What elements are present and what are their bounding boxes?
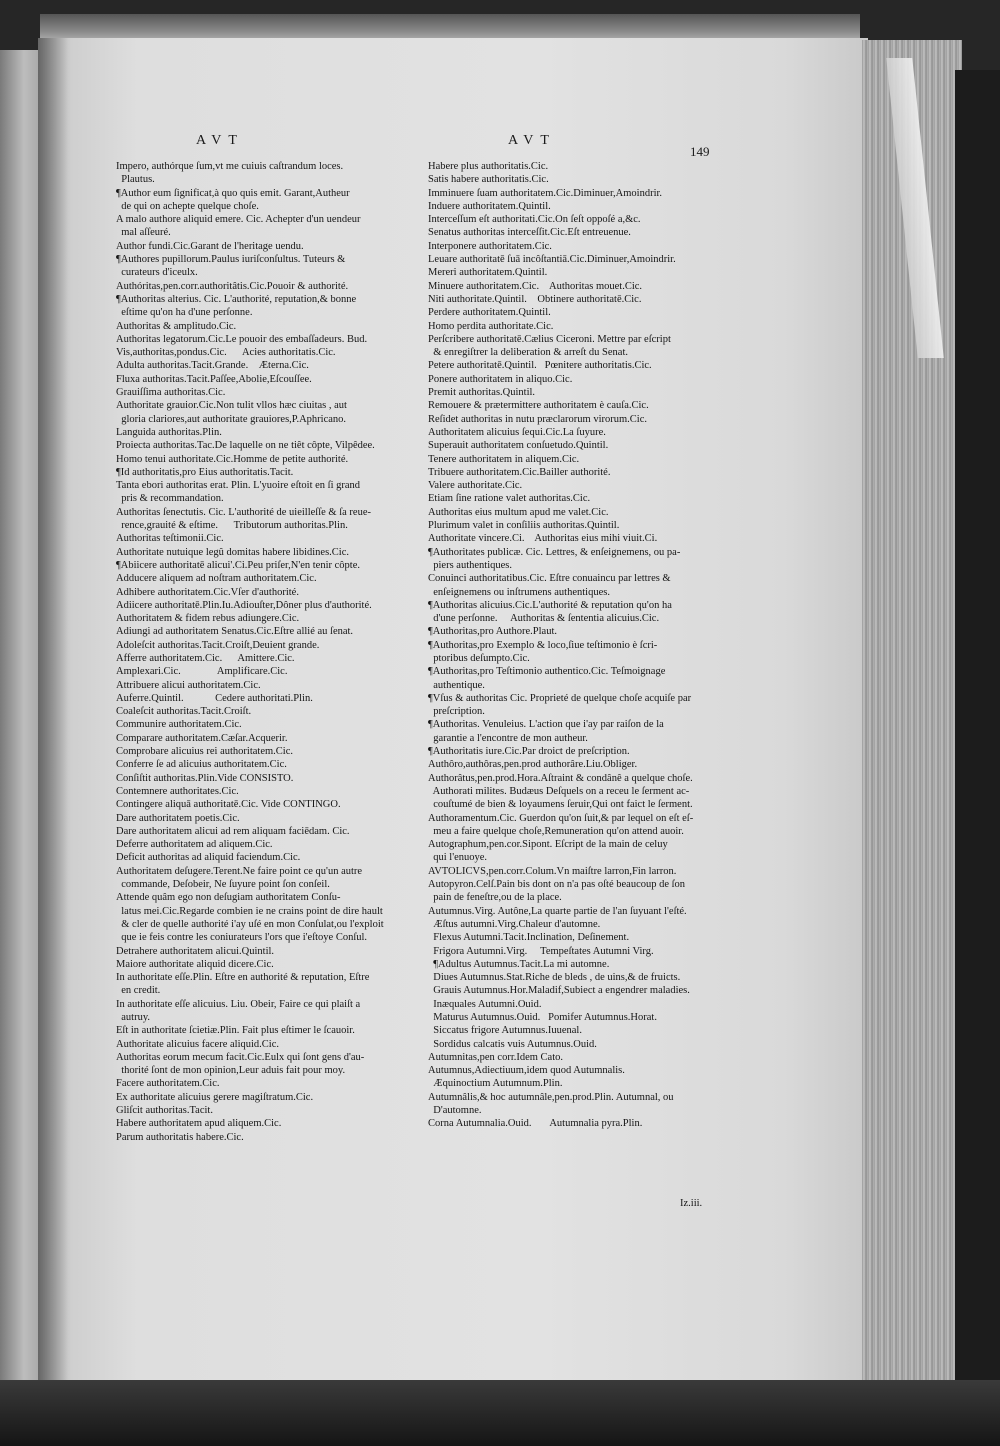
dictionary-entry-line: Attende quâm ego non deſugiam authoritatem Conſu- — [116, 892, 341, 904]
dictionary-entry-line: Gliſcit authoritas.Tacit. — [116, 1105, 213, 1117]
dictionary-entry-line: Authorati milites. Budæus Deſquels on a receu le ſerment ac- — [428, 785, 690, 797]
dictionary-entry-line: ¶Adultus Autumnus.Tacit.La mi automne. — [428, 958, 610, 970]
dictionary-entry-line: Minuere authoritatem.Cic. Authoritas mouet.Cic. — [428, 280, 643, 292]
dictionary-entry-line: ptoribus deſumpto.Cic. — [428, 652, 530, 664]
dictionary-entry-line: de qui on achepte quelque choſe. — [116, 200, 259, 212]
dictionary-entry-line: ¶Vſus & authoritas Cic. Proprieté de quelque choſe acquiſe par — [428, 692, 692, 704]
dictionary-entry-line: In authoritate eſſe alicuius. Liu. Obeir, Faire ce qui plaiſt a — [116, 998, 361, 1010]
dictionary-entry-line: enſeignemens ou inſtrumens authentiques. — [428, 586, 610, 598]
dictionary-entry-line: Languida authoritas.Plin. — [116, 426, 222, 438]
dictionary-entry-line: Habere authoritatem apud aliquem.Cic. — [116, 1118, 282, 1130]
dictionary-entry-line: mal aſſeuré. — [116, 227, 171, 239]
dictionary-entry-line: Inæquales Autumni.Ouid. — [428, 998, 542, 1010]
dictionary-entry-line: Dare authoritatem alicui ad rem aliquam faciēdam. Cic. — [116, 825, 350, 837]
dictionary-entry-line: In authoritate eſſe.Plin. Eſtre en authorité & reputation, Eſtre — [116, 972, 370, 984]
dictionary-entry-line: que ie feis contre les coniurateurs l'ors que i'eſtoye Conſul. — [116, 932, 368, 944]
dictionary-entry-line: Comparare authoritatem.Cæſar.Acquerir. — [116, 732, 288, 744]
dictionary-entry-line: eſtime qu'on ha d'une perſonne. — [116, 307, 253, 319]
dictionary-entry-line: Autumnus.Virg. Autône,La quarte partie de l'an ſuyuant l'eſté. — [428, 905, 687, 917]
dictionary-entry-line: Petere authoritatē.Quintil. Pœnitere authoritatis.Cic. — [428, 360, 652, 372]
dictionary-entry-line: Conſiſtit authoritas.Plin.Vide CONSISTO. — [116, 772, 294, 784]
dictionary-entry-line: ¶Abiicere authoritatē alicui'.Ci.Peu priſer,N'en tenir côpte. — [116, 559, 360, 571]
dictionary-entry-line: Homo perdita authoritate.Cic. — [428, 320, 554, 332]
dictionary-entry-line: Authoritate nutuique legû domitas habere libidines.Cic. — [116, 546, 349, 558]
dictionary-entry-line: Ex authoritate alicuius gerere magiſtratum.Cic. — [116, 1091, 314, 1103]
dictionary-entry-line: Interceſſum eſt authoritati.Cic.On ſeſt oppoſé a,&c. — [428, 214, 641, 226]
dictionary-entry-line: Tanta ebori authoritas erat. Plin. L'yuoire eſtoit en ſi grand — [116, 480, 361, 492]
dictionary-entry-line: & enregiſtrer la deliberation & arreſt du Senat. — [428, 347, 629, 359]
dictionary-column-right — [428, 160, 728, 1131]
dictionary-entry-line: AVTOLICVS,pen.corr.Colum.Vn maiſtre larron,Fin larron. — [428, 865, 677, 877]
dictionary-entry-line: Maturus Autumnus.Ouid. Pomifer Autumnus.Horat. — [428, 1012, 657, 1023]
dictionary-entry-line: ¶Authoritas. Venuleius. L'action que i'ay par raiſon de la — [428, 719, 664, 731]
dictionary-entry-line: Authoritas eorum mecum facit.Cic.Eulx qui ſont gens d'au- — [116, 1051, 365, 1063]
dictionary-entry-line: Authóritas,pen.corr.authoritâtis.Cic.Pouoir & authorité. — [116, 280, 349, 292]
dictionary-entry-line: meu a faire quelque choſe,Remuneration qu'on attend auoir. — [428, 825, 684, 837]
dictionary-entry-line: Deficit authoritas ad aliquid faciendum.Cic. — [116, 852, 301, 864]
dictionary-entry-line: thorité ſont de mon opinion,Leur aduis fait pour moy. — [116, 1065, 346, 1077]
dictionary-entry-line: Tenere authoritatem in aliquem.Cic. — [428, 453, 580, 465]
dictionary-entry-line: Auferre.Quintil. Cedere authoritati.Plin. — [116, 692, 313, 704]
dictionary-entry-line: ¶Authores pupillorum.Paulus iuriſconſultus. Tuteurs & — [116, 254, 346, 266]
dictionary-entry-line: Autumnâlis,& hoc autumnâle,pen.prod.Plin. Autumnal, ou — [428, 1091, 674, 1103]
dictionary-entry-line: Authoritas eius multum apud me valet.Cic. — [428, 506, 609, 518]
dictionary-entry-line: pain de feneſtre,ou de la place. — [428, 892, 562, 904]
dictionary-entry-line: commande, Deſobeir, Ne ſuyure point ſon conſeil. — [116, 879, 330, 891]
dictionary-entry-line: Adiungi ad authoritatem Senatus.Cic.Eſtre allié au ſenat. — [116, 626, 354, 638]
dictionary-entry-line: Autumnus,Adiectiuum,idem quod Autumnalis. — [428, 1065, 625, 1077]
dictionary-entry-line: Authoritate grauior.Cic.Non tulit vllos hæc ciuitas , aut — [116, 400, 347, 412]
dictionary-entry-line: Flexus Autumni.Tacit.Inclination, Deſinement. — [428, 932, 630, 944]
dictionary-entry-line: Impero, authórque ſum,vt me cuiuis caſtrandum loces. — [116, 161, 344, 172]
dictionary-entry-line: couſtumé de bien & loyaumens ſeruir,Qui ont faict le ſerment. — [428, 799, 693, 811]
dictionary-entry-line: ¶Authoritas alicuius.Cic.L'authorité & reputation qu'on ha — [428, 599, 672, 611]
dictionary-entry-line: Deferre authoritatem ad aliquem.Cic. — [116, 839, 273, 851]
dictionary-entry-line: Siccatus frigore Autumnus.Iuuenal. — [428, 1025, 582, 1037]
dictionary-entry-line: Facere authoritatem.Cic. — [116, 1078, 220, 1090]
dictionary-entry-line: Satis habere authoritatis.Cic. — [428, 174, 549, 186]
dictionary-entry-line: Remouere & prætermittere authoritatem è cauſa.Cic. — [428, 400, 649, 412]
dictionary-entry-line: Æſtus autumni.Virg.Chaleur d'automne. — [428, 918, 601, 930]
dictionary-entry-line: Authoramentum.Cic. Guerdon qu'on ſuit,& par lequel on eſt eſ- — [428, 812, 694, 824]
dictionary-entry-line: Detrahere authoritatem alicui.Quintil. — [116, 945, 275, 957]
dictionary-entry-line: rence,grauité & eſtime. Tributorum authoritas.Plin. — [116, 520, 348, 532]
dictionary-entry-line: & cler de quelle authorité i'ay uſé en mon Conſulat,ou l'exploit — [116, 918, 384, 930]
dictionary-entry-line: Afferre authoritatem.Cic. Amittere.Cic. — [116, 652, 295, 664]
dictionary-entry-line: Æquinoctium Autumnum.Plin. — [428, 1078, 563, 1090]
dictionary-entry-line: Communire authoritatem.Cic. — [116, 719, 242, 731]
dictionary-entry-line: Plautus. — [116, 174, 155, 186]
dictionary-entry-line: Authoritate vincere.Ci. Authoritas eius mihi viuit.Ci. — [428, 533, 658, 545]
dictionary-entry-line: Conuinci authoritatibus.Cic. Eſtre conuaincu par lettres & — [428, 573, 671, 585]
dictionary-entry-line: Perdere authoritatem.Quintil. — [428, 307, 551, 319]
dictionary-entry-line: Authoritatem & fidem rebus adiungere.Cic. — [116, 613, 300, 625]
dictionary-entry-line: Ponere authoritatem in aliquo.Cic. — [428, 373, 573, 385]
running-head-left: AVT — [196, 133, 244, 148]
dictionary-entry-line: qui l'enuoye. — [428, 852, 488, 864]
dictionary-entry-line: garantie a l'encontre de mon autheur. — [428, 732, 588, 744]
dictionary-entry-line: Premit authoritas.Quintil. — [428, 387, 536, 399]
dictionary-entry-line: Authorâtus,pen.prod.Hora.Aſtraint & condânê a quelque choſe. — [428, 772, 693, 784]
folio-number: 149 — [690, 144, 710, 159]
dictionary-entry-line: Induere authoritatem.Quintil. — [428, 200, 551, 212]
dictionary-entry-line: Adducere aliquem ad noſtram authoritatem.Cic. — [116, 573, 317, 585]
dictionary-entry-line: Interponere authoritatem.Cic. — [428, 240, 552, 252]
dictionary-entry-line: Coaleſcit authoritas.Tacit.Croiſt. — [116, 706, 252, 718]
dictionary-entry-line: Authoritas ſenectutis. Cic. L'authorité de uieilleſſe & ſa reue- — [116, 506, 371, 518]
dictionary-entry-line: Adhibere authoritatem.Cic.Vſer d'authorité. — [116, 586, 299, 598]
dictionary-entry-line: pris & recommandation. — [116, 493, 224, 505]
dictionary-entry-line: Homo tenui authoritate.Cic.Homme de petite authorité. — [116, 453, 349, 465]
dictionary-entry-line: Contemnere authoritates.Cic. — [116, 785, 239, 797]
dictionary-entry-line: Authoritas teſtimonii.Cic. — [116, 533, 224, 545]
dictionary-entry-line: ¶Authoritas,pro Authore.Plaut. — [428, 626, 557, 638]
dictionary-entry-line: curateurs d'iceulx. — [116, 267, 198, 279]
dictionary-entry-line: Author fundi.Cic.Garant de l'heritage uendu. — [116, 240, 304, 252]
dictionary-entry-line: Tribuere authoritatem.Cic.Bailler authorité. — [428, 466, 611, 478]
dictionary-entry-line: preſcription. — [428, 706, 485, 718]
dictionary-entry-line: Superauit authoritatem conſuetudo.Quintil. — [428, 440, 609, 452]
dictionary-entry-line: Frigora Autumni.Virg. Tempeſtates Autumni Virg. — [428, 945, 654, 957]
dictionary-entry-line: d'une perſonne. Authoritas & ſententia alicuius.Cic. — [428, 613, 660, 625]
dictionary-entry-line: Imminuere ſuam authoritatem.Cic.Diminuer,Amoindrir. — [428, 187, 663, 199]
dictionary-entry-line: Reſidet authoritas in nutu præclarorum virorum.Cic. — [428, 413, 647, 425]
dictionary-entry-line: Grauiſſima authoritas.Cic. — [116, 387, 226, 399]
dictionary-entry-line: Attribuere alicui authoritatem.Cic. — [116, 679, 261, 691]
dictionary-entry-line: Authoritate alicuius facere aliquid.Cic. — [116, 1038, 279, 1050]
dictionary-entry-line: Etiam ſine ratione valet authoritas.Cic. — [428, 493, 591, 505]
running-head-right: AVT — [508, 133, 556, 148]
dictionary-entry-line: ¶Authoritates publicæ. Cic. Lettres, & enſeignemens, ou pa- — [428, 546, 681, 558]
dictionary-entry-line: Conferre ſe ad alicuius authoritatem.Cic. — [116, 759, 287, 771]
dictionary-entry-line: en credit. — [116, 985, 161, 997]
dictionary-entry-line: Maiore authoritate aliquid dicere.Cic. — [116, 958, 274, 970]
dictionary-entry-line: ¶Authoritas,pro Exemplo & loco,ſiue teſtimonio è ſcri- — [428, 639, 658, 651]
dictionary-entry-line: Mereri authoritatem.Quintil. — [428, 267, 548, 279]
dictionary-entry-line: Authoritas & amplitudo.Cic. — [116, 320, 237, 332]
dictionary-entry-line: ¶Authoritas alterius. Cic. L'authorité, reputation,& bonne — [116, 293, 357, 305]
dictionary-entry-line: Proiecta authoritas.Tac.De laquelle on ne tiêt côpte, Vilpêdee. — [116, 440, 375, 452]
dictionary-entry-line: ¶Id authoritatis,pro Eius authoritatis.Tacit. — [116, 466, 294, 478]
dictionary-entry-line: piers authentiques. — [428, 559, 512, 571]
dictionary-entry-line: Valere authoritate.Cic. — [428, 480, 523, 492]
scan-bottom-shadow — [0, 1380, 1000, 1446]
dictionary-entry-line: Corna Autumnalia.Ouid. Autumnalia pyra.Plin. — [428, 1118, 643, 1130]
dictionary-entry-line: Perſcribere authoritatē.Cælius Ciceroni. Mettre par eſcript — [428, 333, 671, 345]
dictionary-entry-line: A malo authore aliquid emere. Cic. Achepter d'un uendeur — [116, 214, 361, 226]
signature-mark: Iz.iii. — [680, 1198, 703, 1209]
dictionary-entry-line: Adiicere authoritatē.Plin.Iu.Adiouſter,Dôner plus d'authorité. — [116, 599, 372, 611]
dictionary-entry-line: Grauis Autumnus.Hor.Maladif,Subiect a engendrer maladies. — [428, 985, 690, 997]
dictionary-entry-line: gloria clariores,aut authoritate grauiores,P.Aphricano. — [116, 413, 347, 425]
dictionary-entry-line: Niti authoritate.Quintil. Obtinere authoritatē.Cic. — [428, 293, 642, 305]
dictionary-entry-line: Leuare authoritatē ſuā incôſtantiā.Cic.Diminuer,Amoindrir. — [428, 254, 676, 266]
dictionary-entry-line: Parum authoritatis habere.Cic. — [116, 1131, 244, 1143]
dictionary-entry-line: D'automne. — [428, 1105, 482, 1117]
dictionary-entry-line: autruy. — [116, 1012, 151, 1023]
dictionary-entry-line: authentique. — [428, 679, 485, 691]
dictionary-entry-line: Authoritatem alicuius ſequi.Cic.La ſuyure. — [428, 426, 606, 438]
dictionary-entry-line: Sordidus calcatis vuis Autumnus.Ouid. — [428, 1038, 597, 1050]
dictionary-entry-line: ¶Author eum ſignificat,à quo quis emit. Garant,Autheur — [116, 187, 350, 199]
dictionary-entry-line: Dare authoritatem poetis.Cic. — [116, 812, 240, 824]
dictionary-entry-line: ¶Authoritas,pro Teſtimonio authentico.Cic. Teſmoignage — [428, 666, 666, 678]
dictionary-entry-line: Amplexari.Cic. Amplificare.Cic. — [116, 666, 288, 678]
dictionary-column-left — [116, 160, 416, 1144]
dictionary-entry-line: Fluxa authoritas.Tacit.Paſſee,Abolie,Eſcouſſee. — [116, 373, 312, 385]
dictionary-entry-line: Autographum,pen.cor.Sipont. Eſcript de la main de celuy — [428, 839, 668, 851]
scan-margin-right — [955, 70, 1000, 1446]
dictionary-entry-line: Eſt in authoritate ſcietiæ.Plin. Fait plus eſtimer le ſcauoir. — [116, 1025, 355, 1037]
dictionary-entry-line: Autumnitas,pen corr.Idem Cato. — [428, 1051, 564, 1063]
dictionary-entry-line: Diues Autumnus.Stat.Riche de bleds , de uins,& de fruicts. — [428, 972, 681, 984]
dictionary-entry-line: Plurimum valet in conſiliis authoritas.Quintil. — [428, 520, 620, 532]
dictionary-entry-line: Comprobare alicuius rei authoritatem.Cic. — [116, 746, 293, 758]
dictionary-entry-line: Adoleſcit authoritas.Tacit.Croiſt,Deuient grande. — [116, 639, 320, 651]
dictionary-entry-line: Contingere aliquā authoritatē.Cic. Vide CONTINGO. — [116, 799, 341, 811]
dictionary-entry-line: Senatus authoritas interceſſit.Cic.Eſt entreuenue. — [428, 227, 631, 239]
gutter-shadow — [38, 38, 68, 1398]
dictionary-entry-line: latus mei.Cic.Regarde combien ie ne crains point de dire hault — [116, 905, 383, 917]
dictionary-entry-line: Vis,authoritas,pondus.Cic. Acies authoritatis.Cic. — [116, 347, 336, 359]
dictionary-entry-line: Authôro,authôras,pen.prod authorâre.Liu.Obliger. — [428, 759, 638, 771]
dictionary-entry-line: ¶Authoritatis iure.Cic.Par droict de preſcription. — [428, 746, 630, 758]
dictionary-entry-line: Adulta authoritas.Tacit.Grande. Æterna.Cic. — [116, 360, 309, 372]
dictionary-entry-line: Authoritatem deſugere.Terent.Ne faire point ce qu'un autre — [116, 865, 363, 877]
dictionary-entry-line: Autopyron.Celſ.Pain bis dont on n'a pas oſté beaucoup de ſon — [428, 879, 686, 891]
dictionary-entry-line: Habere plus authoritatis.Cic. — [428, 161, 549, 172]
facing-page-edge — [0, 50, 40, 1380]
dictionary-entry-line: Authoritas legatorum.Cic.Le pouoir des embaſſadeurs. Bud. — [116, 333, 368, 345]
